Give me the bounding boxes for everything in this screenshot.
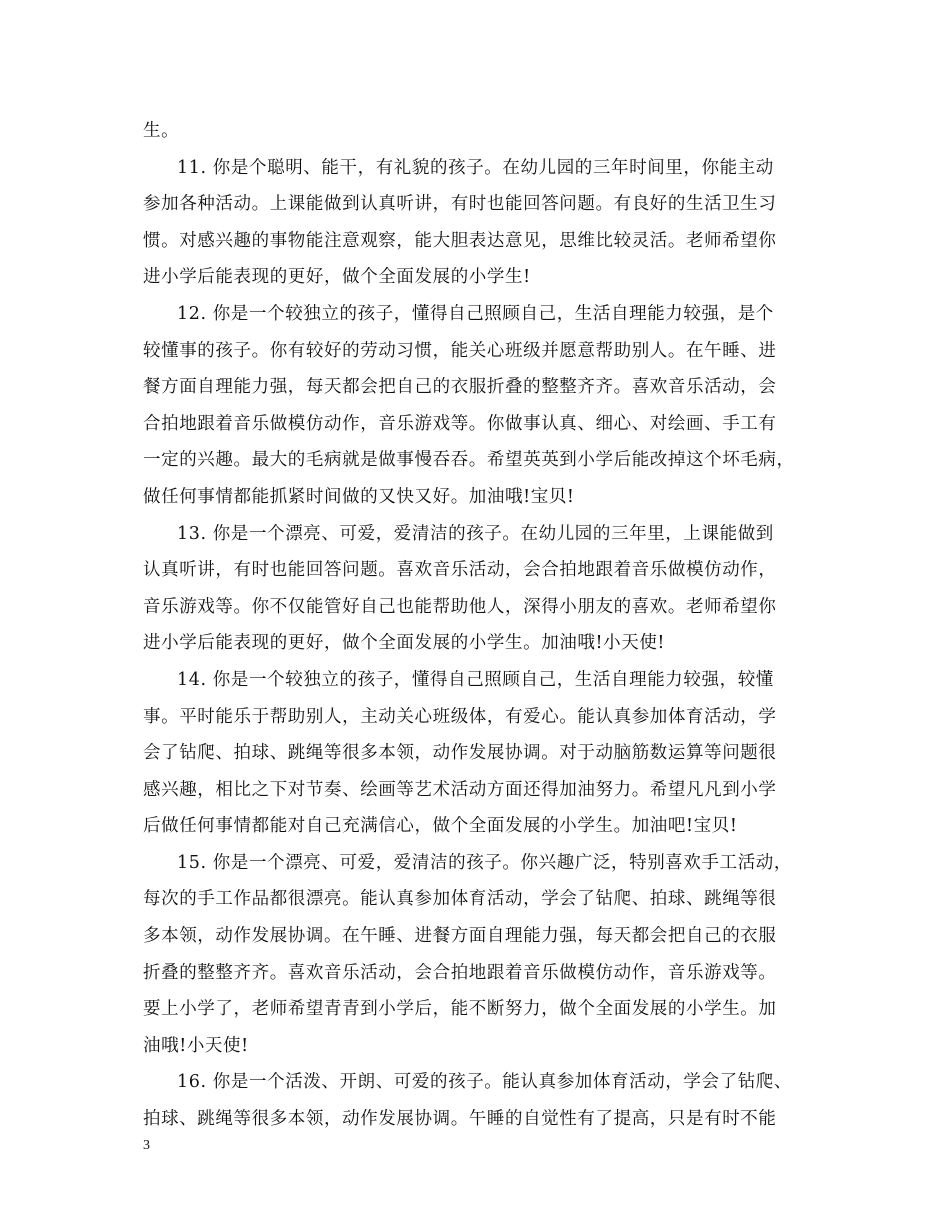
text-line: 13. 你是一个漂亮、可爱，爱清洁的孩子。在幼儿园的三年里，上课能做到 — [177, 523, 774, 544]
text-line: 音乐游戏等。你不仅能管好自己也能帮助他人，深得小朋友的喜欢。老师希望你 — [143, 596, 777, 617]
text-line: 折叠的整整齐齐。喜欢音乐活动，会合拍地跟着音乐做模仿动作，音乐游戏等。 — [143, 962, 777, 983]
text-line: 12. 你是一个较独立的孩子，懂得自己照顾自己，生活自理能力较强，是个 — [177, 303, 774, 324]
text-line: 餐方面自理能力强，每天都会把自己的衣服折叠的整整齐齐。喜欢音乐活动，会 — [143, 377, 777, 398]
text-line: 参加各种活动。上课能做到认真听讲，有时也能回答问题。有良好的生活卫生习 — [143, 194, 777, 215]
text-line: 一定的兴趣。最大的毛病就是做事慢吞吞。希望英英到小学后能改掉这个坏毛病， — [143, 450, 795, 471]
text-line: 惯。对感兴趣的事物能注意观察，能大胆表达意见，思维比较灵活。老师希望你 — [143, 230, 777, 251]
text-line: 做任何事情都能抓紧时间做的又快又好。加油哦!宝贝! — [143, 486, 575, 507]
text-line: 事。平时能乐于帮助别人，主动关心班级体，有爱心。能认真参加体育活动，学 — [143, 706, 777, 727]
page-body — [143, 113, 823, 1138]
text-line: 进小学后能表现的更好，做个全面发展的小学生。加油哦!小天使! — [143, 633, 666, 654]
text-line: 要上小学了，老师希望青青到小学后，能不断努力，做个全面发展的小学生。加 — [143, 999, 777, 1020]
text-line: 进小学后能表现的更好，做个全面发展的小学生! — [143, 267, 531, 288]
page-number: 3 — [143, 1138, 150, 1153]
text-line: 较懂事的孩子。你有较好的劳动习惯，能关心班级并愿意帮助别人。在午睡、进 — [143, 340, 777, 361]
text-line: 15. 你是一个漂亮、可爱，爱清洁的孩子。你兴趣广泛，特别喜欢手工活动， — [177, 852, 792, 873]
text-line: 后做任何事情都能对自己充满信心，做个全面发展的小学生。加油吧!宝贝! — [143, 816, 738, 837]
text-line: 会了钻爬、拍球、跳绳等很多本领，动作发展协调。对于动脑筋数运算等问题很 — [143, 743, 777, 764]
text-line: 生。 — [143, 121, 180, 141]
text-line: 合拍地跟着音乐做模仿动作，音乐游戏等。你做事认真、细心、对绘画、手工有 — [143, 413, 777, 434]
text-line: 16. 你是一个活泼、开朗、可爱的孩子。能认真参加体育活动，学会了钻爬、 — [177, 1072, 792, 1093]
text-line: 每次的手工作品都很漂亮。能认真参加体育活动，学会了钻爬、拍球、跳绳等很 — [143, 889, 777, 910]
text-line: 感兴趣，相比之下对节奏、绘画等艺术活动方面还得加油努力。希望凡凡到小学 — [143, 779, 777, 800]
text-line: 11. 你是个聪明、能干，有礼貌的孩子。在幼儿园的三年时间里，你能主动 — [177, 157, 774, 178]
text-line: 油哦!小天使! — [143, 1035, 249, 1056]
text-line: 多本领，动作发展协调。在午睡、进餐方面自理能力强，每天都会把自己的衣服 — [143, 926, 777, 947]
text-line: 14. 你是一个较独立的孩子，懂得自己照顾自己，生活自理能力较强，较懂 — [177, 669, 774, 690]
text-line: 认真听讲，有时也能回答问题。喜欢音乐活动，会合拍地跟着音乐做模仿动作， — [143, 560, 777, 581]
text-line: 拍球、跳绳等很多本领，动作发展协调。午睡的自觉性有了提高，只是有时不能 — [143, 1109, 777, 1130]
